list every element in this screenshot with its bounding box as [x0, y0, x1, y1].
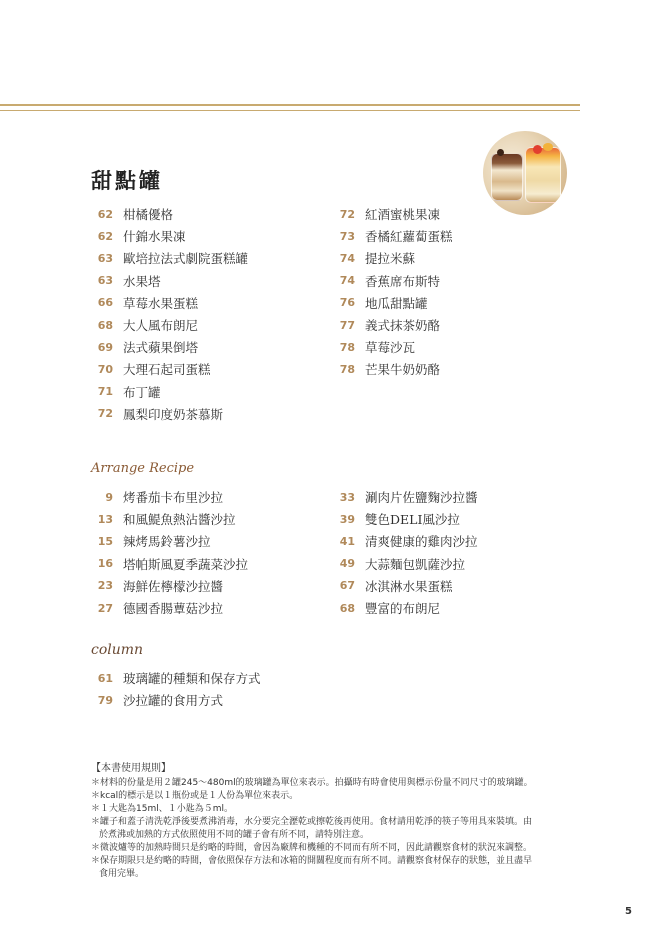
- recipe-title: 大理石起司蛋糕: [123, 362, 211, 378]
- toc-entry[interactable]: [333, 553, 478, 575]
- toc-entry[interactable]: [333, 247, 453, 269]
- recipe-title: 和風鯷魚熱沾醬沙拉: [123, 512, 236, 528]
- toc-entry[interactable]: [91, 553, 248, 575]
- page-num: 72: [339, 207, 355, 221]
- toc-entry[interactable]: [91, 292, 248, 314]
- page-number: 5: [625, 906, 632, 917]
- column-heading: column: [91, 642, 144, 658]
- recipe-title: 大人風布朗尼: [123, 318, 199, 334]
- page-num: 13: [97, 512, 113, 526]
- toc-entry[interactable]: [333, 270, 453, 292]
- header-rule-bottom: [0, 110, 580, 111]
- toc-entry[interactable]: [91, 530, 248, 552]
- toc-entry[interactable]: [333, 358, 453, 380]
- toc-entry[interactable]: [333, 292, 453, 314]
- page-num: 16: [97, 557, 113, 571]
- toc-entry[interactable]: [91, 508, 248, 530]
- column-title: 玻璃罐的種類和保存方式: [123, 671, 261, 687]
- toc-entry[interactable]: [333, 203, 453, 225]
- page-num: 77: [339, 318, 355, 332]
- dessert-list-right: [333, 203, 453, 381]
- page-num: 63: [97, 274, 113, 288]
- usage-notes-heading: 【本書使用規則】: [91, 763, 171, 774]
- mango-decoration: [543, 143, 553, 151]
- recipe-title: 歐培拉法式劇院蛋糕罐: [123, 251, 249, 267]
- toc-entry[interactable]: [333, 486, 478, 508]
- page-num: 68: [339, 601, 355, 615]
- toc-entry[interactable]: [91, 203, 248, 225]
- toc-entry[interactable]: [91, 689, 261, 711]
- toc-entry[interactable]: [91, 486, 248, 508]
- recipe-title: 清爽健康的雞肉沙拉: [365, 534, 478, 550]
- recipe-title: 水果塔: [123, 273, 161, 289]
- recipe-title: 香蕉席布斯特: [365, 273, 441, 289]
- recipe-title: 地瓜甜點罐: [365, 295, 428, 311]
- toc-entry[interactable]: [333, 336, 453, 358]
- page-num: 78: [339, 340, 355, 354]
- recipe-title: 海鮮佐檸檬沙拉醬: [123, 578, 224, 594]
- recipe-title: 辣烤馬鈴薯沙拉: [123, 534, 211, 550]
- page-num: 71: [97, 385, 113, 399]
- page-num: 68: [97, 318, 113, 332]
- recipe-title: 鳳梨印度奶茶慕斯: [123, 406, 224, 422]
- page-num: 9: [105, 490, 113, 504]
- recipe-title: 雙色DELI風沙拉: [365, 512, 460, 528]
- recipe-title: 義式抹茶奶酪: [365, 318, 441, 334]
- toc-entry[interactable]: [333, 225, 453, 247]
- toc-entry[interactable]: [333, 575, 478, 597]
- toc-entry[interactable]: [91, 381, 248, 403]
- toc-entry[interactable]: [91, 247, 248, 269]
- usage-note: ＊材料的份量是用２罐245～480ml的玻璃罐為單位來表示。拍攝時有時會使用與標示份量不同尺寸的玻璃罐。: [91, 778, 533, 788]
- section-title: 甜點罐: [91, 168, 163, 193]
- page-num: 74: [339, 251, 355, 265]
- usage-note-continued: 食用完畢。: [99, 869, 145, 879]
- toc-entry[interactable]: [333, 314, 453, 336]
- recipe-title: 布丁罐: [123, 384, 161, 400]
- recipe-title: 草莓沙瓦: [365, 340, 416, 356]
- page-num: 70: [97, 362, 113, 376]
- jar-fruit: [525, 147, 561, 203]
- recipe-title: 德國香腸蕈菇沙拉: [123, 601, 224, 617]
- recipe-title: 大蒜麵包凱薩沙拉: [365, 556, 466, 572]
- page-num: 41: [339, 534, 355, 548]
- page-num: 73: [339, 229, 355, 243]
- arrange-list-right: [333, 486, 478, 619]
- page-num: 49: [339, 557, 355, 571]
- recipe-title: 涮肉片佐鹽麴沙拉醬: [365, 490, 478, 506]
- page-num: 39: [339, 512, 355, 526]
- page-num: 23: [97, 579, 113, 593]
- page-num: 27: [97, 601, 113, 615]
- usage-note: ＊保存期限只是約略的時間，會依照保存方法和冰箱的開關程度而有所不同。請觀察食材保存的狀態，並且盡早: [91, 856, 533, 866]
- recipe-title: 紅酒蜜桃果凍: [365, 207, 441, 223]
- recipe-title: 草莓水果蛋糕: [123, 295, 199, 311]
- page-num: 62: [97, 229, 113, 243]
- toc-entry[interactable]: [333, 597, 478, 619]
- page-num: 74: [339, 274, 355, 288]
- recipe-title: 芒果牛奶奶酪: [365, 362, 441, 378]
- usage-notes: [91, 762, 586, 881]
- page-num: 67: [339, 579, 355, 593]
- page-num: 76: [339, 296, 355, 310]
- page-num: 66: [97, 296, 113, 310]
- header-rule-top: [0, 104, 580, 106]
- toc-entry[interactable]: [333, 530, 478, 552]
- recipe-title: 塔帕斯風夏季蔬菜沙拉: [123, 556, 249, 572]
- page-num: 72: [97, 407, 113, 421]
- recipe-title: 提拉米蘇: [365, 251, 416, 267]
- usage-note: ＊１大匙為15ml、１小匙為５ml。: [91, 804, 233, 814]
- dessert-list-left: [91, 203, 248, 425]
- page-num: 33: [339, 490, 355, 504]
- arrange-list-left: [91, 486, 248, 619]
- usage-note: ＊罐子和蓋子清洗乾淨後要煮沸消毒，水分要完全瀝乾或擦乾後再使用。食材請用乾淨的筷子等用具來裝填。由: [91, 817, 533, 827]
- toc-entry[interactable]: [91, 314, 248, 336]
- arrange-recipe-heading: Arrange Recipe: [91, 461, 195, 476]
- toc-entry[interactable]: [91, 336, 248, 358]
- usage-note: ＊kcal的標示是以１瓶份或是１人份為單位來表示。: [91, 791, 299, 801]
- usage-note-continued: 於煮沸或加熱的方式依照使用不同的罐子會有所不同，請特別注意。: [99, 830, 370, 840]
- page-num: 78: [339, 362, 355, 376]
- recipe-title: 什錦水果凍: [123, 229, 186, 245]
- toc-entry[interactable]: [91, 358, 248, 380]
- jar-chocolate: [491, 153, 523, 201]
- column-list: [91, 667, 261, 711]
- toc-entry[interactable]: [91, 667, 261, 689]
- toc-entry[interactable]: [91, 597, 248, 619]
- page-num: 62: [97, 207, 113, 221]
- toc-entry[interactable]: [333, 508, 478, 530]
- recipe-title: 柑橘優格: [123, 207, 174, 223]
- page-num: 15: [97, 534, 113, 548]
- recipe-title: 法式蘋果倒塔: [123, 340, 199, 356]
- toc-entry[interactable]: [91, 575, 248, 597]
- usage-note: ＊微波爐等的加熱時間只是約略的時間，會因為廠牌和機種的不同而有所不同，因此請觀察食材的狀況來調整。: [91, 843, 533, 853]
- toc-entry[interactable]: [91, 270, 248, 292]
- dessert-jar-photo: [483, 131, 567, 215]
- toc-entry[interactable]: [91, 403, 248, 425]
- recipe-title: 香橘紅蘿蔔蛋糕: [365, 229, 453, 245]
- toc-entry[interactable]: [91, 225, 248, 247]
- recipe-title: 冰淇淋水果蛋糕: [365, 578, 453, 594]
- recipe-title: 豐富的布朗尼: [365, 601, 441, 617]
- chocolate-decoration: [497, 149, 504, 156]
- page-num: 63: [97, 251, 113, 265]
- page-num: 79: [97, 693, 113, 707]
- strawberry-decoration: [533, 145, 542, 154]
- page-num: 61: [97, 671, 113, 685]
- recipe-title: 烤番茄卡布里沙拉: [123, 490, 224, 506]
- page-num: 69: [97, 340, 113, 354]
- column-title: 沙拉罐的食用方式: [123, 693, 224, 709]
